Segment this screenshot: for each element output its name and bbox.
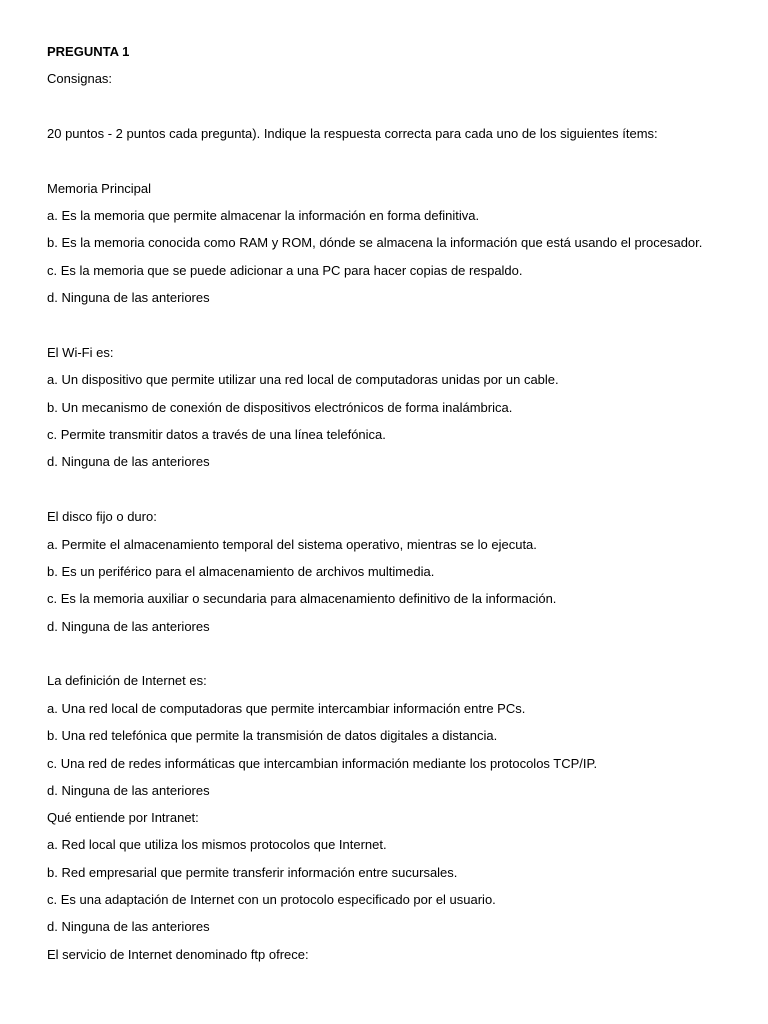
question-4-option-a: a. Una red local de computadoras que permite intercambiar información entre PCs. <box>47 701 526 716</box>
question-heading: PREGUNTA 1 <box>47 44 130 59</box>
question-4-option-d: d. Ninguna de las anteriores <box>47 783 210 798</box>
question-3-option-d: d. Ninguna de las anteriores <box>47 619 210 634</box>
question-4-prompt: La definición de Internet es: <box>47 673 207 688</box>
question-3-prompt: El disco fijo o duro: <box>47 509 157 524</box>
question-5-option-d: d. Ninguna de las anteriores <box>47 919 210 934</box>
question-3-option-b: b. Es un periférico para el almacenamiento de archivos multimedia. <box>47 564 435 579</box>
question-1-option-c: c. Es la memoria que se puede adicionar a una PC para hacer copias de respaldo. <box>47 263 523 278</box>
question-6-prompt: El servicio de Internet denominado ftp ofrece: <box>47 947 309 962</box>
question-2-option-c: c. Permite transmitir datos a través de una línea telefónica. <box>47 427 386 442</box>
question-1-prompt: Memoria Principal <box>47 181 152 196</box>
question-5-option-a: a. Red local que utiliza los mismos protocolos que Internet. <box>47 837 387 852</box>
question-3-option-a: a. Permite el almacenamiento temporal del sistema operativo, mientras se lo ejecuta. <box>47 537 537 552</box>
question-5-prompt: Qué entiende por Intranet: <box>47 810 199 825</box>
question-1-option-a: a. Es la memoria que permite almacenar la información en forma definitiva. <box>47 208 480 223</box>
question-2-option-a: a. Un dispositivo que permite utilizar una red local de computadoras unidas por un cable. <box>47 372 559 387</box>
question-4-option-b: b. Una red telefónica que permite la transmisión de datos digitales a distancia. <box>47 728 498 743</box>
question-3-option-c: c. Es la memoria auxiliar o secundaria para almacenamiento definitivo de la información. <box>47 591 557 606</box>
question-5-option-c: c. Es una adaptación de Internet con un protocolo especificado por el usuario. <box>47 892 496 907</box>
question-2-option-d: d. Ninguna de las anteriores <box>47 454 210 469</box>
question-1-option-d: d. Ninguna de las anteriores <box>47 290 210 305</box>
question-5-option-b: b. Red empresarial que permite transferir información entre sucursales. <box>47 865 458 880</box>
question-2-option-b: b. Un mecanismo de conexión de dispositivos electrónicos de forma inalámbrica. <box>47 400 513 415</box>
question-1-option-b: b. Es la memoria conocida como RAM y ROM, dónde se almacena la información que está usando el procesador. <box>47 235 703 250</box>
question-2-prompt: El Wi-Fi es: <box>47 345 114 360</box>
instructions-label: Consignas: <box>47 71 113 86</box>
question-4-option-c: c. Una red de redes informáticas que intercambian información mediante los protocolos TCP/IP. <box>47 756 598 771</box>
instructions-text: 20 puntos - 2 puntos cada pregunta). Indique la respuesta correcta para cada uno de los siguientes ítems: <box>47 126 658 141</box>
